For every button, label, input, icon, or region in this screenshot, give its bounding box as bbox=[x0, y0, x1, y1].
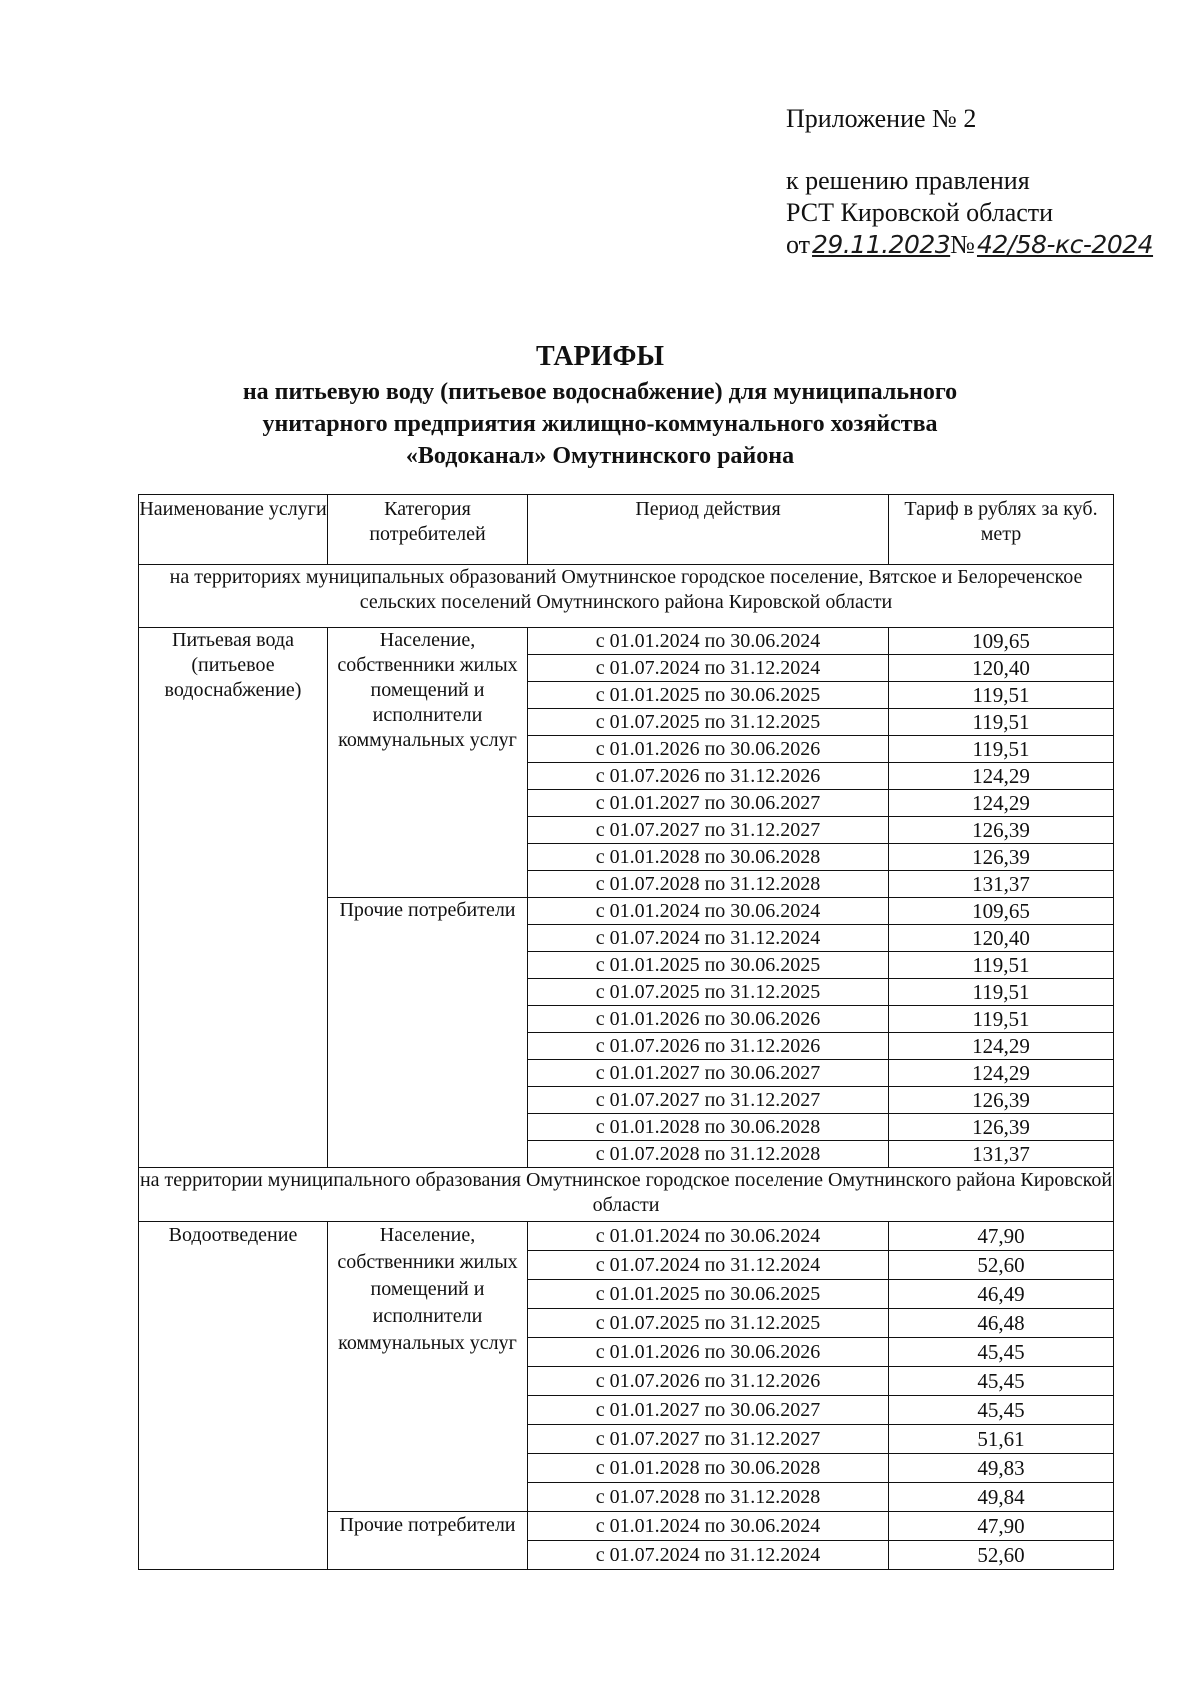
tariff-value-cell: 124,29 bbox=[889, 1060, 1114, 1087]
tariff-value-cell: 51,61 bbox=[889, 1425, 1114, 1454]
tariff-value-cell: 49,83 bbox=[889, 1454, 1114, 1483]
appendix-date-number bbox=[786, 229, 1153, 261]
tariff-value-cell: 124,29 bbox=[889, 1033, 1114, 1060]
region-row bbox=[139, 1168, 1114, 1222]
handwritten-number: 42/58-кс-2024 bbox=[976, 230, 1154, 259]
period-cell: с 01.07.2024 по 31.12.2024 bbox=[528, 1541, 889, 1570]
tariff-value-cell: 131,37 bbox=[889, 1141, 1114, 1168]
period-cell: с 01.07.2028 по 31.12.2028 bbox=[528, 871, 889, 898]
period-cell: с 01.01.2025 по 30.06.2025 bbox=[528, 682, 889, 709]
handwritten-date: 29.11.2023 bbox=[812, 230, 951, 259]
tariff-value-cell: 119,51 bbox=[889, 682, 1114, 709]
tariff-value-cell: 47,90 bbox=[889, 1222, 1114, 1251]
period-cell: с 01.01.2028 по 30.06.2028 bbox=[528, 1114, 889, 1141]
consumer-category: Население, собственники жилых помещений и исполнители коммунальных услуг bbox=[328, 628, 528, 898]
tariff-value-cell: 124,29 bbox=[889, 763, 1114, 790]
header-service: Наименование услуги bbox=[139, 495, 328, 565]
region-description: на территориях муниципальных образований Омутнинское городское поселение, Вятское и Белореченское сельских поселений Омутнинского района Кировской области bbox=[139, 565, 1114, 628]
period-cell: с 01.07.2027 по 31.12.2027 bbox=[528, 817, 889, 844]
period-cell: с 01.07.2028 по 31.12.2028 bbox=[528, 1141, 889, 1168]
period-cell: с 01.07.2024 по 31.12.2024 bbox=[528, 1251, 889, 1280]
tariff-value-cell: 126,39 bbox=[889, 1087, 1114, 1114]
appendix-line-authority: РСТ Кировской области bbox=[786, 198, 1054, 227]
tariff-value-cell: 119,51 bbox=[889, 709, 1114, 736]
tariff-value-cell: 47,90 bbox=[889, 1512, 1114, 1541]
header-period: Период действия bbox=[528, 495, 889, 565]
period-cell: с 01.01.2026 по 30.06.2026 bbox=[528, 1338, 889, 1367]
from-label: от bbox=[786, 230, 811, 259]
period-cell: с 01.07.2025 по 31.12.2025 bbox=[528, 1309, 889, 1338]
tariff-value-cell: 109,65 bbox=[889, 898, 1114, 925]
appendix-title: Приложение № 2 bbox=[786, 104, 977, 133]
period-cell: с 01.01.2026 по 30.06.2026 bbox=[528, 736, 889, 763]
period-cell: с 01.07.2027 по 31.12.2027 bbox=[528, 1087, 889, 1114]
heading-line-1: на питьевую воду (питьевое водоснабжение) для муниципального bbox=[242, 379, 958, 405]
period-cell: с 01.07.2026 по 31.12.2026 bbox=[528, 1033, 889, 1060]
consumer-category: Прочие потребители bbox=[328, 1512, 528, 1570]
period-cell: с 01.01.2027 по 30.06.2027 bbox=[528, 790, 889, 817]
consumer-category: Население, собственники жилых помещений и исполнители коммунальных услуг bbox=[328, 1222, 528, 1512]
tariff-value-cell: 49,84 bbox=[889, 1483, 1114, 1512]
tariff-value-cell: 124,29 bbox=[889, 790, 1114, 817]
region-row bbox=[139, 565, 1114, 628]
consumer-category: Прочие потребители bbox=[328, 898, 528, 1168]
tariff-value-cell: 131,37 bbox=[889, 871, 1114, 898]
tariff-value-cell: 46,49 bbox=[889, 1280, 1114, 1309]
service-name: Питьевая вода (питьевое водоснабжение) bbox=[139, 628, 328, 1168]
header-tariff: Тариф в рублях за куб. метр bbox=[889, 495, 1114, 565]
tariff-value-cell: 119,51 bbox=[889, 736, 1114, 763]
period-cell: с 01.01.2024 по 30.06.2024 bbox=[528, 1222, 889, 1251]
period-cell: с 01.01.2027 по 30.06.2027 bbox=[528, 1396, 889, 1425]
tariff-value-cell: 46,48 bbox=[889, 1309, 1114, 1338]
period-cell: с 01.01.2024 по 30.06.2024 bbox=[528, 1512, 889, 1541]
period-cell: с 01.01.2024 по 30.06.2024 bbox=[528, 628, 889, 655]
period-cell: с 01.07.2024 по 31.12.2024 bbox=[528, 925, 889, 952]
table-row bbox=[139, 628, 1114, 655]
period-cell: с 01.07.2027 по 31.12.2027 bbox=[528, 1425, 889, 1454]
table-header-row bbox=[139, 495, 1114, 565]
period-cell: с 01.07.2025 по 31.12.2025 bbox=[528, 709, 889, 736]
heading-line-3: «Водоканал» Омутнинского района bbox=[405, 443, 795, 469]
tariff-value-cell: 119,51 bbox=[889, 952, 1114, 979]
tariff-value-cell: 120,40 bbox=[889, 655, 1114, 682]
tariff-value-cell: 126,39 bbox=[889, 844, 1114, 871]
period-cell: с 01.01.2024 по 30.06.2024 bbox=[528, 898, 889, 925]
tariff-value-cell: 126,39 bbox=[889, 817, 1114, 844]
period-cell: с 01.01.2025 по 30.06.2025 bbox=[528, 1280, 889, 1309]
heading-title: ТАРИФЫ bbox=[536, 341, 664, 372]
table-body bbox=[139, 565, 1114, 1570]
period-cell: с 01.01.2028 по 30.06.2028 bbox=[528, 1454, 889, 1483]
header-category: Категория потребителей bbox=[328, 495, 528, 565]
appendix-line-decision: к решению правления bbox=[786, 166, 1030, 195]
tariff-value-cell: 126,39 bbox=[889, 1114, 1114, 1141]
period-cell: с 01.07.2028 по 31.12.2028 bbox=[528, 1483, 889, 1512]
period-cell: с 01.01.2025 по 30.06.2025 bbox=[528, 952, 889, 979]
heading-line-2: унитарного предприятия жилищно-коммунального хозяйства bbox=[262, 411, 938, 437]
period-cell: с 01.01.2028 по 30.06.2028 bbox=[528, 844, 889, 871]
tariff-value-cell: 52,60 bbox=[889, 1541, 1114, 1570]
tariff-table bbox=[138, 494, 1114, 1570]
period-cell: с 01.07.2026 по 31.12.2026 bbox=[528, 763, 889, 790]
period-cell: с 01.07.2025 по 31.12.2025 bbox=[528, 979, 889, 1006]
region-description: на территории муниципального образования Омутнинское городское поселение Омутнинского района Кировской области bbox=[139, 1168, 1114, 1222]
period-cell: с 01.07.2024 по 31.12.2024 bbox=[528, 655, 889, 682]
tariff-value-cell: 109,65 bbox=[889, 628, 1114, 655]
tariff-value-cell: 45,45 bbox=[889, 1367, 1114, 1396]
number-label: № bbox=[950, 230, 975, 259]
table-row bbox=[139, 1222, 1114, 1251]
appendix-block bbox=[786, 103, 1153, 261]
tariff-value-cell: 119,51 bbox=[889, 979, 1114, 1006]
tariff-value-cell: 45,45 bbox=[889, 1338, 1114, 1367]
tariff-value-cell: 52,60 bbox=[889, 1251, 1114, 1280]
period-cell: с 01.01.2027 по 30.06.2027 bbox=[528, 1060, 889, 1087]
tariff-value-cell: 45,45 bbox=[889, 1396, 1114, 1425]
tariff-value-cell: 120,40 bbox=[889, 925, 1114, 952]
tariff-value-cell: 119,51 bbox=[889, 1006, 1114, 1033]
period-cell: с 01.07.2026 по 31.12.2026 bbox=[528, 1367, 889, 1396]
service-name: Водоотведение bbox=[139, 1222, 328, 1570]
period-cell: с 01.01.2026 по 30.06.2026 bbox=[528, 1006, 889, 1033]
document-heading bbox=[0, 338, 1200, 472]
